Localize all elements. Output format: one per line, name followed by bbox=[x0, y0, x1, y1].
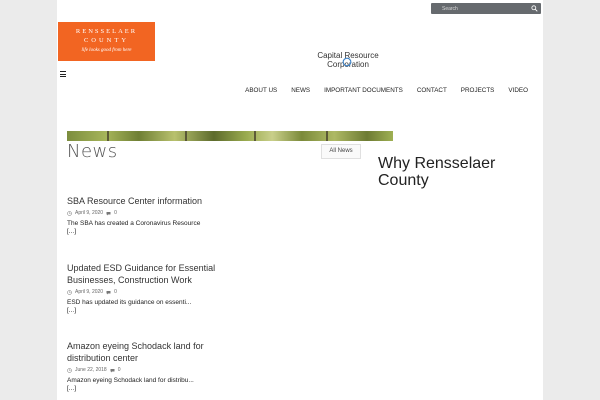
post-date: June 22, 2018 bbox=[75, 367, 107, 373]
post-title[interactable]: Updated ESD Guidance for Essential Businesses, Construction Work bbox=[67, 263, 216, 285]
clock-icon bbox=[67, 211, 72, 216]
site-logo[interactable] bbox=[58, 22, 155, 61]
comment-icon bbox=[106, 211, 111, 216]
post-meta bbox=[67, 367, 217, 373]
nav-important-documents[interactable]: IMPORTANT DOCUMENTS bbox=[324, 87, 403, 94]
post-excerpt bbox=[67, 299, 217, 315]
logo-tagline: life looks good from here bbox=[81, 48, 132, 53]
post-meta bbox=[67, 210, 217, 216]
post-date: April 9, 2020 bbox=[75, 210, 104, 216]
loading-ring-icon bbox=[342, 57, 352, 67]
organization-title-text: Capital Resource Corporation bbox=[317, 51, 379, 69]
organization-title[interactable] bbox=[312, 51, 384, 69]
search-bar bbox=[431, 3, 541, 14]
post-excerpt bbox=[67, 377, 217, 393]
news-post bbox=[67, 340, 217, 393]
nav-video[interactable]: VIDEO bbox=[508, 87, 528, 94]
main-nav bbox=[238, 86, 535, 95]
post-date: April 9, 2020 bbox=[75, 289, 104, 295]
comment-icon bbox=[106, 290, 111, 295]
post-excerpt-text: ESD has updated its guidance on essenti... bbox=[67, 299, 192, 306]
nav-contact[interactable]: CONTACT bbox=[416, 87, 447, 94]
logo-line-1: RENSSELAER bbox=[75, 28, 138, 35]
post-comment-count[interactable]: 0 bbox=[114, 289, 117, 295]
search-icon[interactable] bbox=[531, 5, 538, 12]
post-excerpt-text: Amazon eyeing Schodack land for distribu... bbox=[67, 377, 194, 384]
post-title[interactable]: SBA Resource Center information bbox=[67, 196, 203, 206]
sidebar-heading: Why Rensselaer County bbox=[378, 155, 496, 189]
news-heading: News bbox=[67, 141, 118, 162]
news-post bbox=[67, 195, 217, 236]
all-news-button[interactable]: All News bbox=[321, 144, 361, 159]
post-comment-count[interactable]: 0 bbox=[114, 210, 117, 216]
comment-icon bbox=[110, 368, 115, 373]
post-excerpt bbox=[67, 220, 217, 236]
post-title[interactable]: Amazon eyeing Schodack land for distribution center bbox=[67, 341, 204, 363]
menu-toggle-icon[interactable] bbox=[60, 71, 66, 77]
post-read-more[interactable]: [...] bbox=[67, 228, 77, 235]
post-read-more[interactable]: [...] bbox=[67, 385, 77, 392]
post-read-more[interactable]: [...] bbox=[67, 307, 77, 314]
post-excerpt-text: The SBA has created a Coronavirus Resource bbox=[67, 220, 201, 227]
nav-news[interactable]: NEWS bbox=[291, 87, 311, 94]
post-meta bbox=[67, 289, 217, 295]
page-container bbox=[57, 0, 543, 400]
clock-icon bbox=[67, 290, 72, 295]
post-comment-count[interactable]: 0 bbox=[117, 367, 121, 373]
nav-projects[interactable]: PROJECTS bbox=[460, 87, 495, 94]
logo-line-2: COUNTY bbox=[83, 37, 130, 44]
news-post bbox=[67, 262, 217, 315]
search-input[interactable] bbox=[431, 3, 534, 14]
clock-icon bbox=[67, 368, 72, 373]
nav-about-us[interactable]: ABOUT US bbox=[245, 87, 278, 94]
hero-image-strip bbox=[67, 131, 393, 141]
